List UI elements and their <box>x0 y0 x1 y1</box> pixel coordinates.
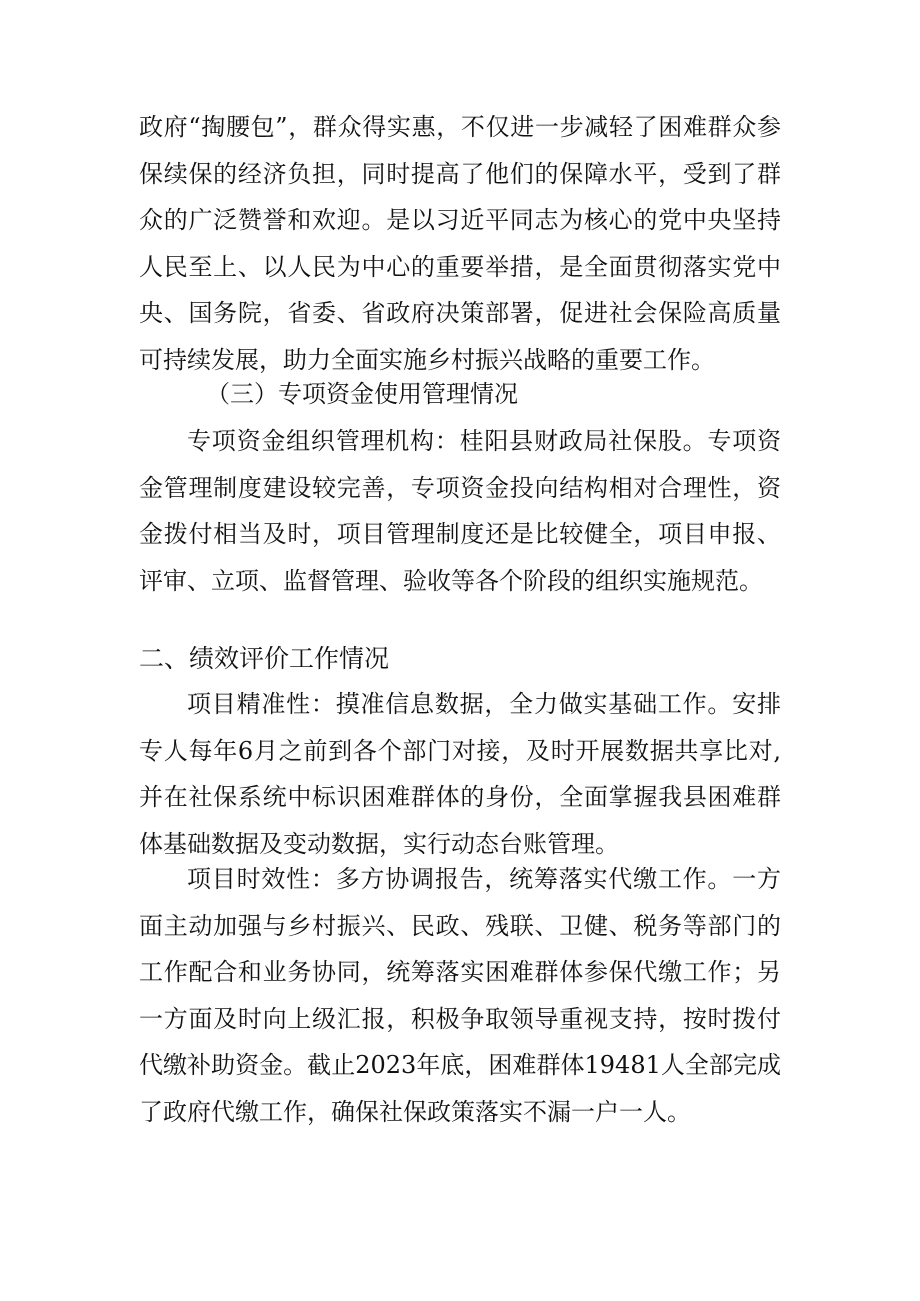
section-heading-evaluation: 二、绩效评价工作情况 <box>139 644 390 673</box>
paragraph-project-accuracy: 项目精准性：摸准信息数据，全力做实基础工作。安排专人每年6月之前到各个部门对接，及时开展数据共享比对,并在社保系统中标识困难群体的身份，全面掌握我县困难群体基础数据及变动数据，实行动态台账管理。 <box>139 690 781 858</box>
paragraph-project-timeliness: 项目时效性：多方协调报告，统筹落实代缴工作。一方面主动加强与乡村振兴、民政、残联、卫健、税务等部门的工作配合和业务协同，统筹落实困难群体参保代缴工作；另一方面及时向上级汇报，积极争取领导重视支持，按时拨付代缴补助资金。截止2023年底，困难群体19481人全部完成了政府代缴工作，确保社保政策落实不漏一户一人。 <box>139 865 781 1126</box>
subheading-fund-management: （三）专项资金使用管理情况 <box>206 380 518 408</box>
paragraph-fund-management: 专项资金组织管理机构：桂阳县财政局社保股。专项资金管理制度建设较完善，专项资金投向结构相对合理性，资金拨付相当及时，项目管理制度还是比较健全，项目申报、评审、立项、监督管理、验收等各个阶段的组织实施规范。 <box>139 427 781 595</box>
paragraph-policy-benefit: 政府“掏腰包”，群众得实惠，不仅进一步减轻了困难群众参保续保的经济负担，同时提高了他们的保障水平，受到了群众的广泛赞誉和欢迎。是以习近平同志为核心的党中央坚持人民至上、以人民为中心的重要举措，是全面贯彻落实党中央、国务院，省委、省政府决策部署，促进社会保险高质量可持续发展，助力全面实施乡村振兴战略的重要工作。 <box>139 113 781 374</box>
